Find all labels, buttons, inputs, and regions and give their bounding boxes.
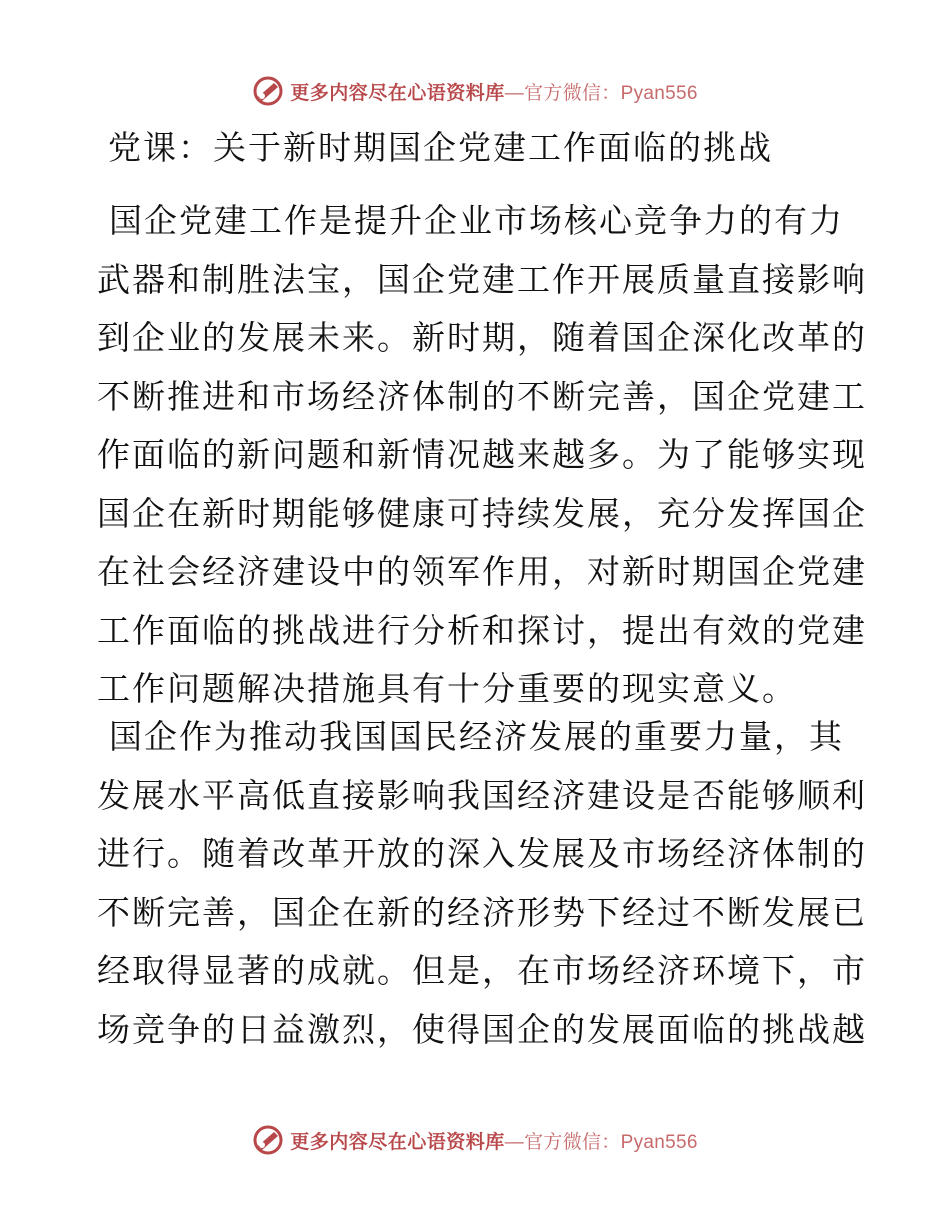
paragraph-line: 国企党建工作是提升企业市场核心竞争力的有力 <box>109 201 844 240</box>
paragraph-2 <box>97 708 867 1059</box>
brand-logo-icon <box>252 75 284 107</box>
paragraph-line: 经取得显著的成就。但是，在市场经济环境下，市 <box>97 951 867 990</box>
paragraph-1 <box>97 192 867 719</box>
paragraph-line: 国企在新时期能够健康可持续发展，充分发挥国企 <box>97 493 867 533</box>
footer-banner <box>0 1120 950 1160</box>
paragraph-line: 不断推进和市场经济体制的不断完善，国企党建工 <box>97 376 867 416</box>
paragraph-line: 武器和制胜法宝，国企党建工作开展质量直接影响 <box>97 259 867 299</box>
paragraph-line: 在社会经济建设中的领军作用，对新时期国企党建 <box>97 552 867 591</box>
footer-brand-text: 更多内容尽在心语资料库 <box>290 1130 505 1153</box>
paragraph-line: 国企作为推动我国国民经济发展的重要力量，其 <box>109 717 844 756</box>
page-title: 党课：关于新时期国企党建工作面临的挑战 <box>108 128 773 167</box>
paragraph-line: 到企业的发展未来。新时期，随着国企深化改革的 <box>97 318 867 357</box>
paragraph-line: 工作面临的挑战进行分析和探讨，提出有效的党建 <box>97 610 867 650</box>
paragraph-line: 发展水平高低直接影响我国经济建设是否能够顺利 <box>97 775 867 815</box>
paragraph-line: 进行。随着改革开放的深入发展及市场经济体制的 <box>97 834 867 873</box>
brand-logo-icon <box>252 1124 284 1156</box>
paragraph-line: 工作问题解决措施具有十分重要的现实意义。 <box>97 669 797 708</box>
header-wechat-text: —官方微信：Pyan556 <box>504 82 698 104</box>
paragraph-line: 不断完善，国企在新的经济形势下经过不断发展已 <box>97 892 867 932</box>
header-banner <box>0 71 950 111</box>
footer-wechat-text: —官方微信：Pyan556 <box>504 1131 698 1153</box>
paragraph-line: 场竞争的日益激烈，使得国企的发展面临的挑战越 <box>97 1009 867 1049</box>
header-brand-text: 更多内容尽在心语资料库 <box>290 81 505 104</box>
paragraph-line: 作面临的新问题和新情况越来越多。为了能够实现 <box>97 435 867 474</box>
